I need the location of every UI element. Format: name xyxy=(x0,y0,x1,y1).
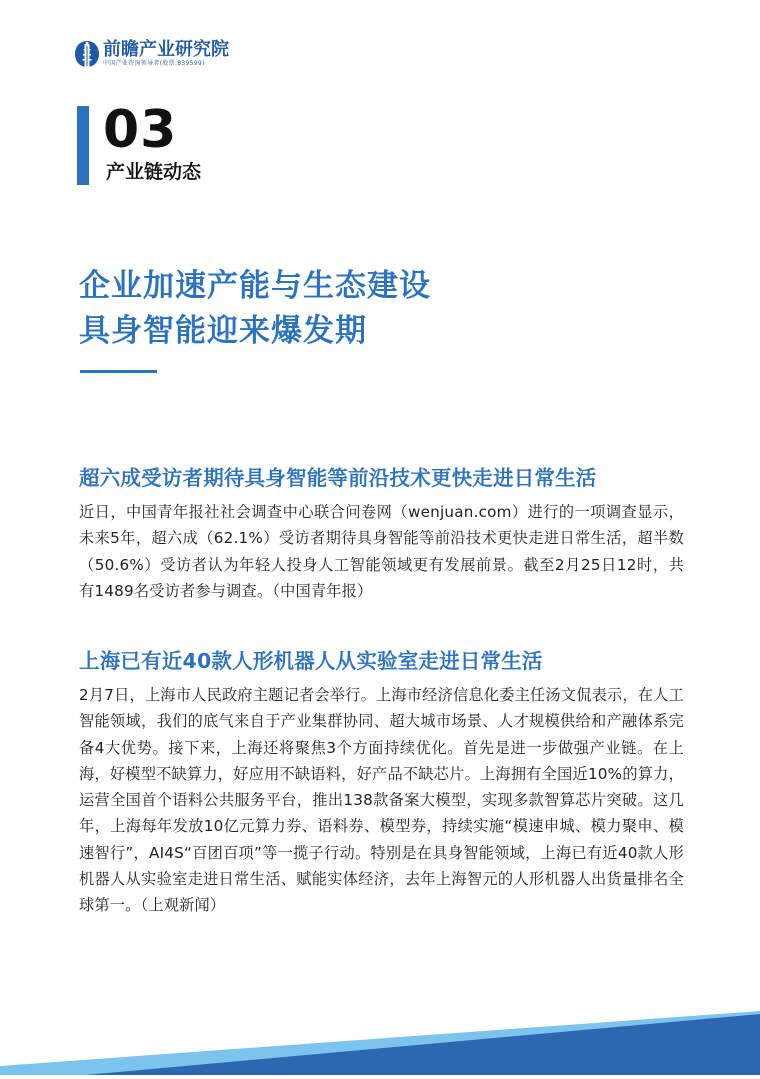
article-body: 近日，中国青年报社社会调查中心联合问卷网（wenjuan.com）进行的一项调查显示，未来5年，超六成（62.1%）受访者期待具身智能等前沿技术更快走进日常生活，超半数（50.6%）受访者认为年轻人投身人工智能领域更有发展前景。截至2月25日12时，共有1489名受访者参与调查。（中国青年报） xyxy=(79,503,684,600)
section-number: 03 xyxy=(103,100,178,160)
page-title-line-1: 企业加速产能与生态建设 xyxy=(79,268,431,304)
article-survey xyxy=(79,463,684,604)
article-heading: 上海已有近40款人形机器人从实验室走进日常生活 xyxy=(79,649,543,673)
logo-tagline: 中国产业咨询领导者(股票:839599) xyxy=(103,60,205,67)
article-body: 2月7日，上海市人民政府主题记者会举行。上海市经济信息化委主任汤文侃表示，在人工智能领域，我们的底气来自于产业集群协同、超大城市场景、人才规模供给和产融体系完备4大优势。接下来，上海还将聚焦3个方面持续优化。首先是进一步做强产业链。在上海，好模型不缺算力，好应用不缺语料，好产品不缺芯片。上海拥有全国近10%的算力，运营全国首个语料公共服务平台，推出138款备案大模型，实现多款智算芯片突破。这几年，上海每年发放10亿元算力券、语料券、模型券，持续实施“模速申城、模力聚申、模速智行”，AI4S“百团百项”等一揽子行动。特别是在具身智能领域，上海已有近40款人形机器人从实验室走进日常生活、赋能实体经济，去年上海智元的人形机器人出货量排名全球第一。（上观新闻） xyxy=(79,686,684,915)
page-title xyxy=(79,264,431,354)
section-name: 产业链动态 xyxy=(106,161,202,183)
article-heading: 超六成受访者期待具身智能等前沿技术更快走进日常生活 xyxy=(79,466,597,490)
article-shanghai-robots xyxy=(79,646,684,919)
logo-name: 前瞻产业研究院 xyxy=(103,39,229,60)
tower-logo-icon xyxy=(74,40,100,68)
brand-logo xyxy=(74,40,229,68)
section-accent-bar xyxy=(77,106,89,185)
title-divider xyxy=(80,370,157,373)
footer-decoration xyxy=(0,1000,760,1075)
page-title-line-2: 具身智能迎来爆发期 xyxy=(79,313,367,349)
